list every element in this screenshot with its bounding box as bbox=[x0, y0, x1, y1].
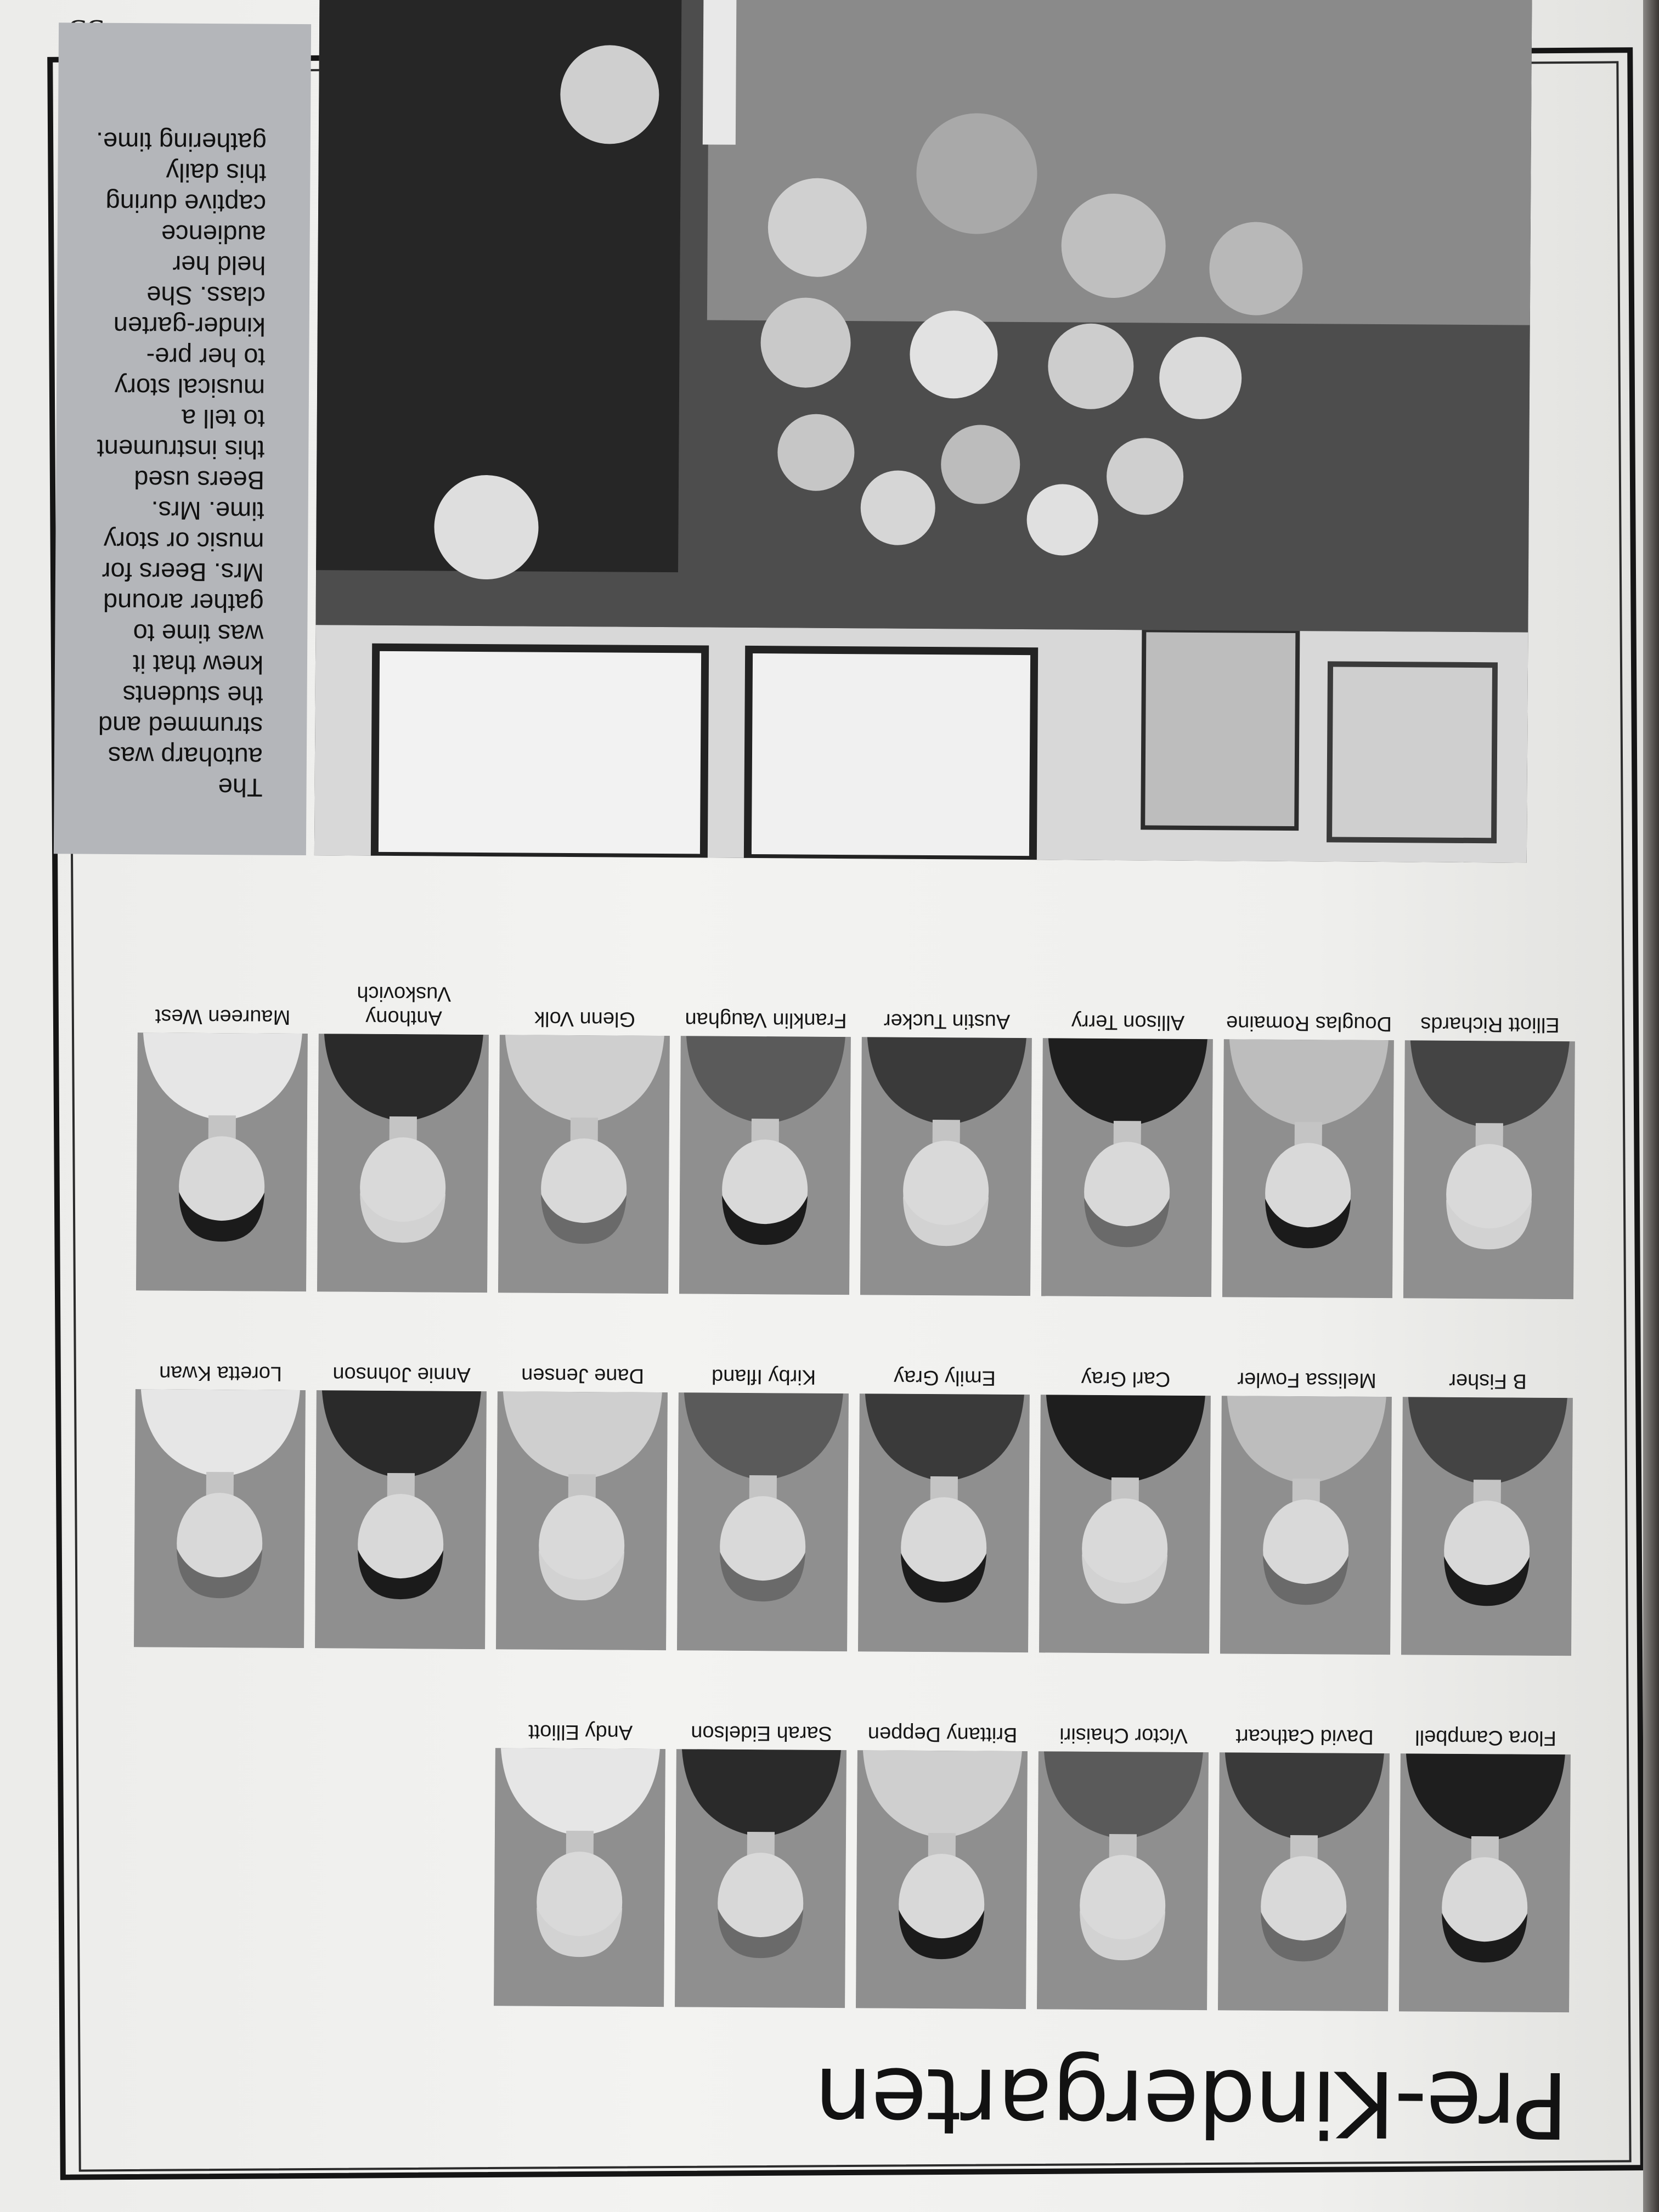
student-photo bbox=[1039, 1395, 1211, 1654]
portrait-card bbox=[1220, 1368, 1392, 1655]
student-name: Brittany Deppen bbox=[867, 1722, 1018, 1747]
student-name: Melissa Fowler bbox=[1237, 1368, 1376, 1392]
student-photo bbox=[677, 1392, 849, 1651]
student-name: Elliott Richards bbox=[1420, 1012, 1560, 1037]
portrait-card bbox=[494, 1720, 665, 2007]
student-photo bbox=[1037, 1751, 1209, 2010]
portrait-card bbox=[1041, 1011, 1213, 1297]
portrait-card bbox=[315, 1363, 487, 1649]
student-name: Flora Campbell bbox=[1415, 1725, 1557, 1750]
student-photo bbox=[494, 1748, 665, 2007]
student-photo bbox=[134, 1389, 306, 1648]
student-name: Annie Johnson bbox=[332, 1362, 471, 1386]
portrait-card bbox=[860, 1009, 1032, 1296]
student-photo bbox=[1401, 1397, 1573, 1656]
student-name: Franklin Vaughan bbox=[685, 1008, 847, 1032]
student-photo bbox=[1220, 1396, 1392, 1655]
portrait-card bbox=[134, 1362, 306, 1648]
portrait-card bbox=[1401, 1369, 1573, 1656]
classroom-photo bbox=[314, 0, 1532, 863]
student-photo bbox=[496, 1391, 668, 1650]
portrait-card bbox=[679, 1008, 851, 1295]
student-photo bbox=[317, 1034, 489, 1293]
portrait-card bbox=[1222, 1012, 1394, 1298]
student-photo bbox=[858, 1393, 1030, 1652]
student-name: Glenn Volk bbox=[534, 1007, 636, 1031]
student-photo bbox=[860, 1037, 1032, 1296]
student-name: Loretta Kwan bbox=[159, 1361, 283, 1385]
student-photo bbox=[1041, 1038, 1213, 1297]
student-photo bbox=[1222, 1039, 1394, 1298]
portrait-card bbox=[498, 1007, 670, 1294]
student-name: Victor Chaisiri bbox=[1059, 1723, 1188, 1747]
student-photo bbox=[1399, 1753, 1571, 2012]
student-name: Kirby Ifland bbox=[711, 1364, 816, 1389]
portrait-card bbox=[317, 981, 489, 1293]
portrait-card bbox=[856, 1723, 1028, 2009]
student-photo bbox=[856, 1750, 1028, 2009]
page-title: Pre-Kindergarten bbox=[815, 2046, 1569, 2158]
student-photo bbox=[679, 1036, 851, 1295]
book-edge bbox=[1643, 0, 1659, 2212]
student-name: Austin Tucker bbox=[883, 1009, 1011, 1033]
student-name: Sarah Eidelson bbox=[691, 1721, 833, 1745]
student-name: Andy Elliott bbox=[528, 1720, 633, 1744]
student-photo bbox=[315, 1390, 487, 1649]
portrait-card bbox=[1403, 1013, 1575, 1299]
classroom-scene bbox=[314, 0, 1532, 863]
portrait-card bbox=[1039, 1367, 1211, 1654]
portrait-card bbox=[136, 1005, 308, 1291]
portrait-card bbox=[1037, 1724, 1209, 2010]
photo-caption: The autoharp was strummed and the students knew that it was time to gather around Mrs. Beers for music or story time. Mrs. Beers used this instrument to tell a musical story to her pre- kinder-garten class. She held her audience captive during this daily gathering time. bbox=[95, 127, 267, 803]
portrait-card bbox=[675, 1722, 847, 2008]
student-name: Douglas Romaine bbox=[1226, 1011, 1392, 1036]
student-name: Emily Gray bbox=[894, 1365, 996, 1390]
portrait-card bbox=[677, 1365, 849, 1651]
student-name: Dane Jensen bbox=[521, 1363, 645, 1387]
student-photo bbox=[498, 1035, 670, 1294]
student-name: David Cathcart bbox=[1235, 1724, 1374, 1748]
student-photo bbox=[675, 1749, 847, 2008]
student-name: Maureen West bbox=[155, 1005, 291, 1029]
student-photo bbox=[1403, 1040, 1575, 1299]
portrait-card bbox=[496, 1364, 668, 1650]
caption-box bbox=[54, 22, 311, 855]
page-content bbox=[76, 67, 1602, 2161]
student-name: B Fisher bbox=[1449, 1369, 1527, 1393]
portrait-card bbox=[858, 1366, 1030, 1652]
student-name: Anthony Vuskovich bbox=[357, 981, 452, 1030]
student-name: Carl Gray bbox=[1081, 1367, 1171, 1391]
portrait-card bbox=[1218, 1725, 1390, 2011]
student-photo bbox=[136, 1032, 308, 1291]
student-photo bbox=[1218, 1752, 1390, 2011]
student-name: Allison Terry bbox=[1071, 1010, 1185, 1034]
portrait-card bbox=[1399, 1726, 1571, 2012]
